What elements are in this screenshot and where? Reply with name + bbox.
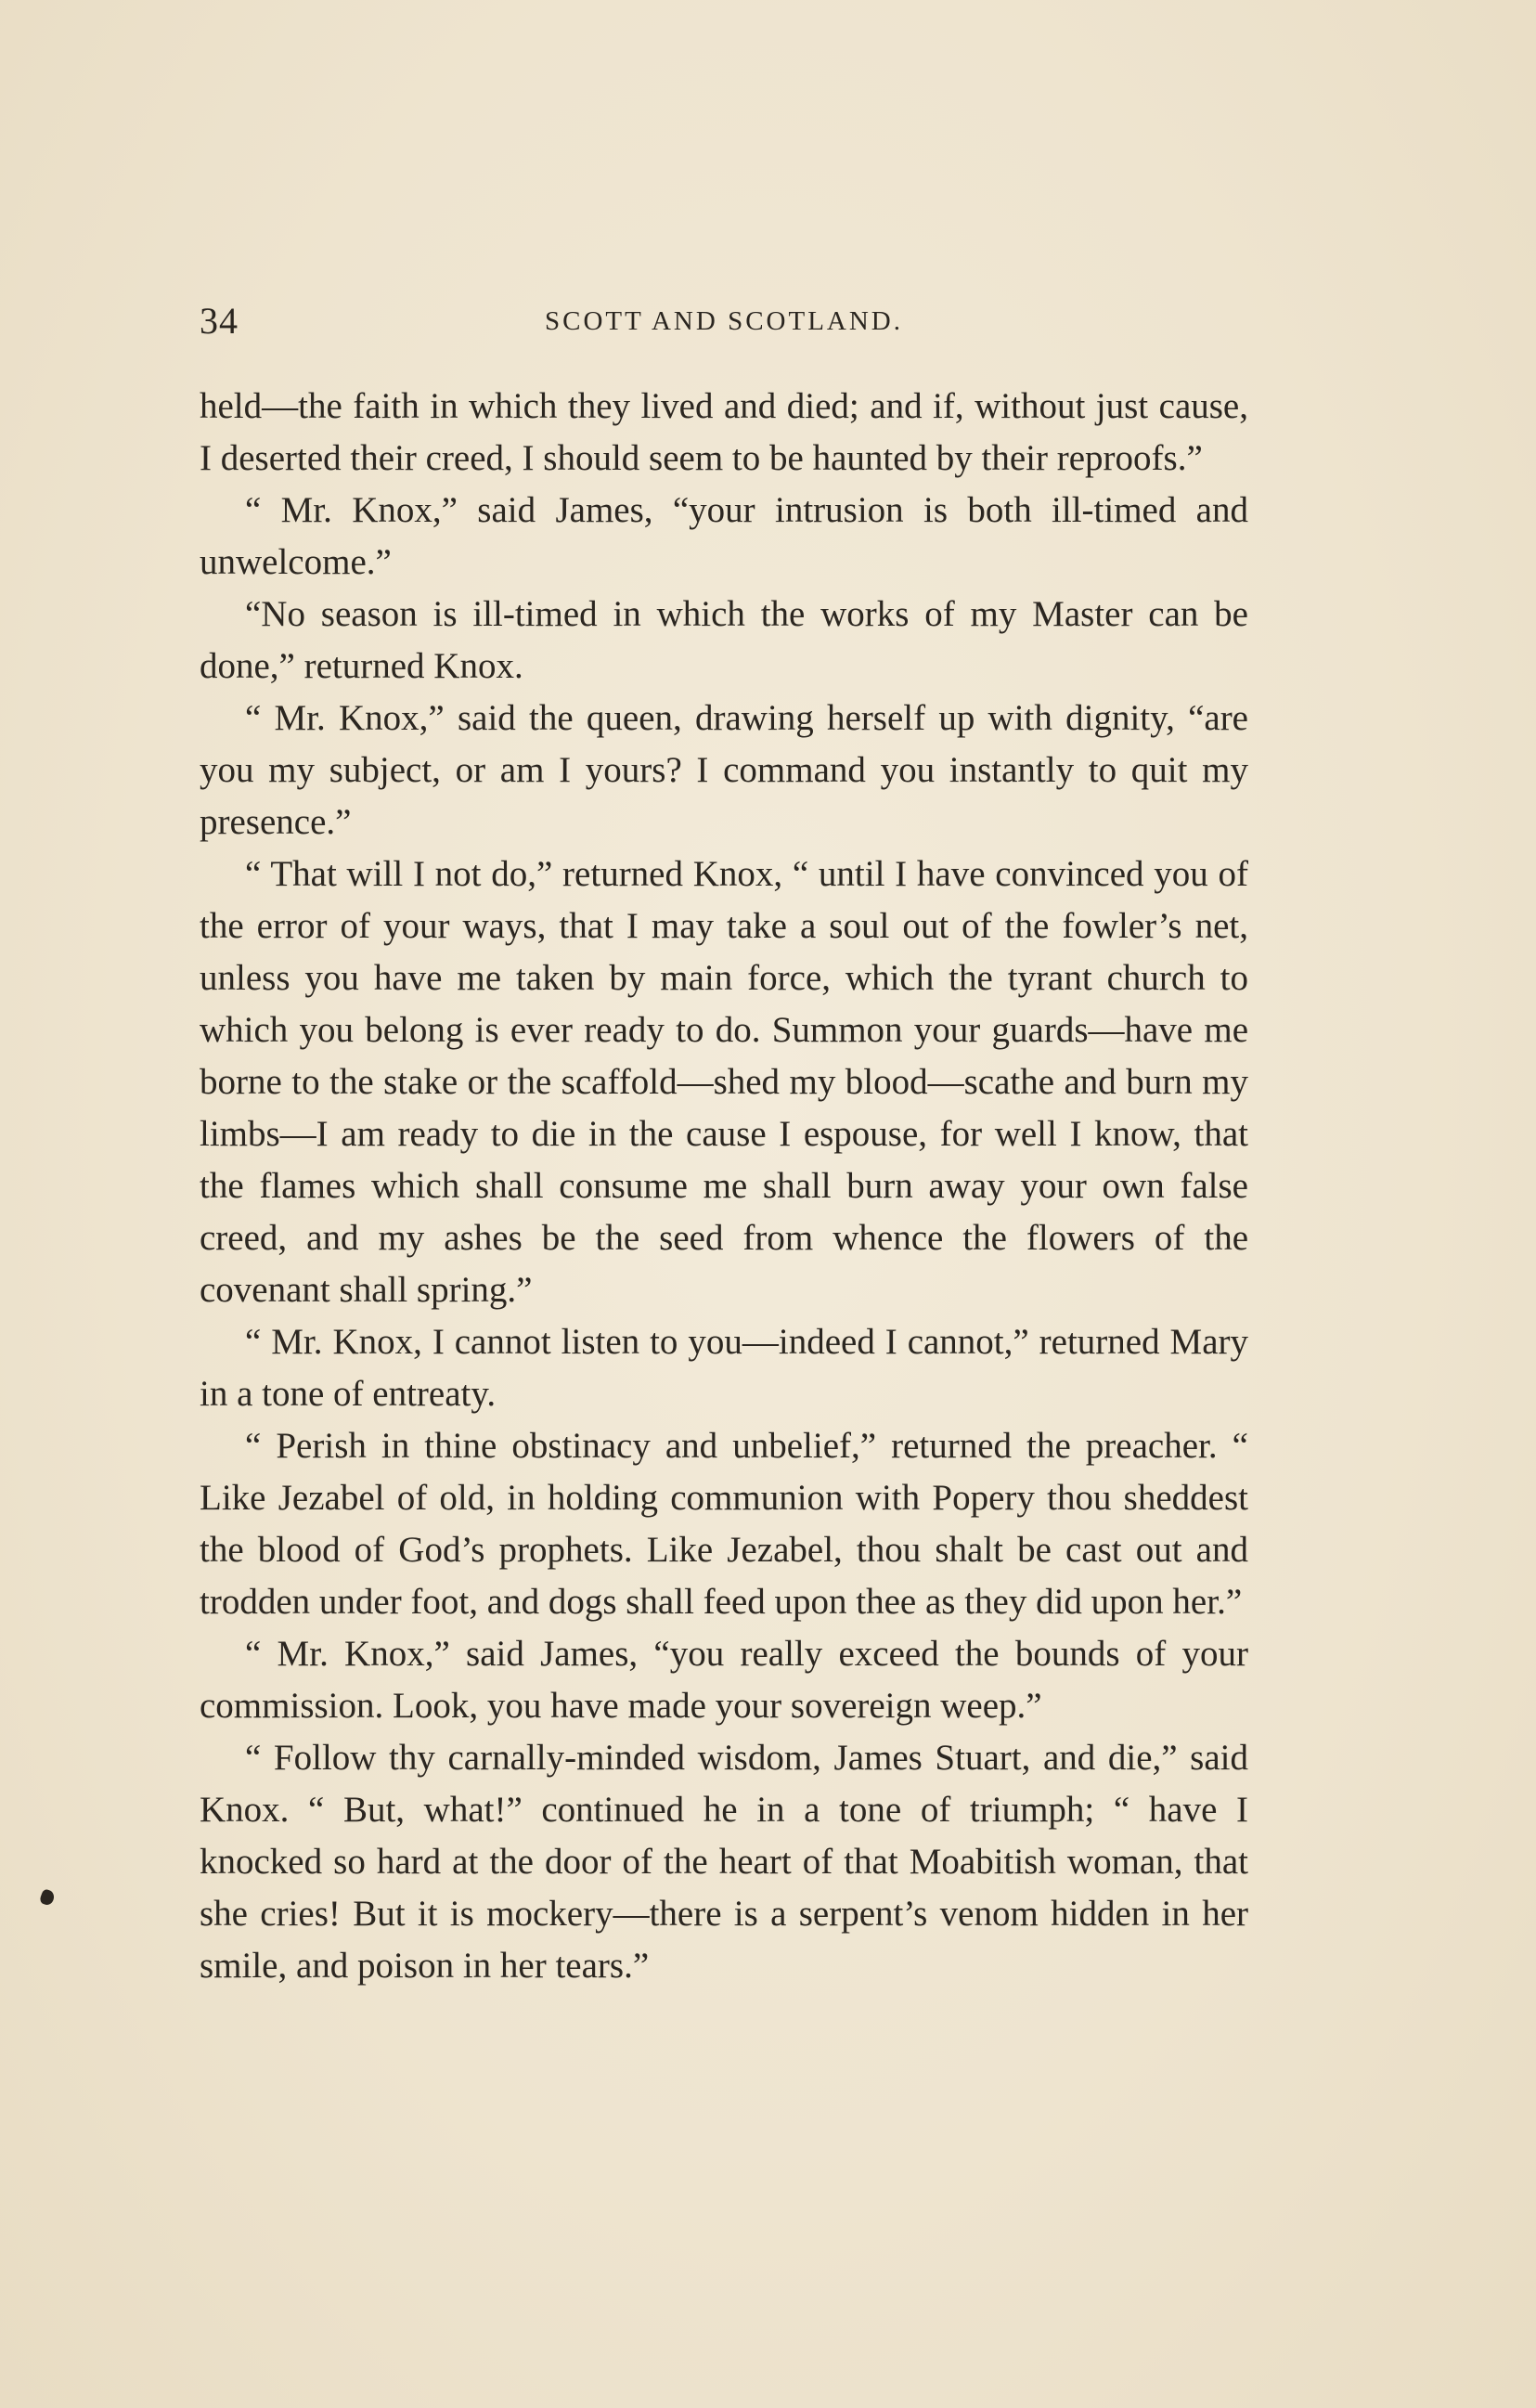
ink-spot [39, 1888, 57, 1907]
paragraph: “ Mr. Knox, I cannot listen to you—indeed I cannot,” returned Mary in a tone of entreaty. [200, 1322, 1248, 1414]
paragraph: “ Mr. Knox,” said James, “you really exceed the bounds of your commission. Look, you have made your sovereign weep.” [200, 1634, 1248, 1726]
body-text [200, 381, 1248, 1992]
paragraph: “ Follow thy carnally-minded wisdom, James Stuart, and die,” said Knox. “ But, what!” continued he in a tone of triumph; “ have I knocked so hard at the door of the heart of that Moabitish woman, that she cries! But it is mockery—there is a serpent’s venom hidden in her smile, and poison in her tears.” [200, 1738, 1248, 1986]
page-header [200, 299, 1248, 345]
paragraph: “ Mr. Knox,” said the queen, drawing herself up with dignity, “are you my subject, or am I yours? I command you instantly to quit my presence.” [200, 698, 1248, 842]
paragraph: “No season is ill-timed in which the works of my Master can be done,” returned Knox. [200, 594, 1248, 686]
page-number: 34 [200, 300, 239, 342]
running-head: SCOTT AND SCOTLAND. [545, 306, 903, 336]
paragraph: “ Perish in thine obstinacy and unbelief,” returned the preacher. “ Like Jezabel of old, in holding communion with Popery thou sheddest the blood of God’s prophets. Like Jezabel, thou shalt be cast out and trodden under foot, and dogs shall feed upon thee as they did upon her.” [200, 1426, 1248, 1622]
paragraph-continuation: held—the faith in which they lived and died; and if, without just cause, I deserted their creed, I should seem to be haunted by their reproofs.” [200, 386, 1248, 478]
paragraph: “ That will I not do,” returned Knox, “ until I have convinced you of the error of your ways, that I may take a soul out of the fowler’s net, unless you have me taken by main force, which the tyrant church to which you belong is ever ready to do. Summon your guards—have me borne to the stake or the scaffold—shed my blood—scathe and burn my limbs—I am ready to die in the cause I espouse, for well I know, that the flames which shall consume me shall burn away your own false creed, and my ashes be the seed from whence the flowers of the covenant shall spring.” [200, 854, 1248, 1310]
paragraph: “ Mr. Knox,” said James, “your intrusion is both ill-timed and unwelcome.” [200, 490, 1248, 582]
